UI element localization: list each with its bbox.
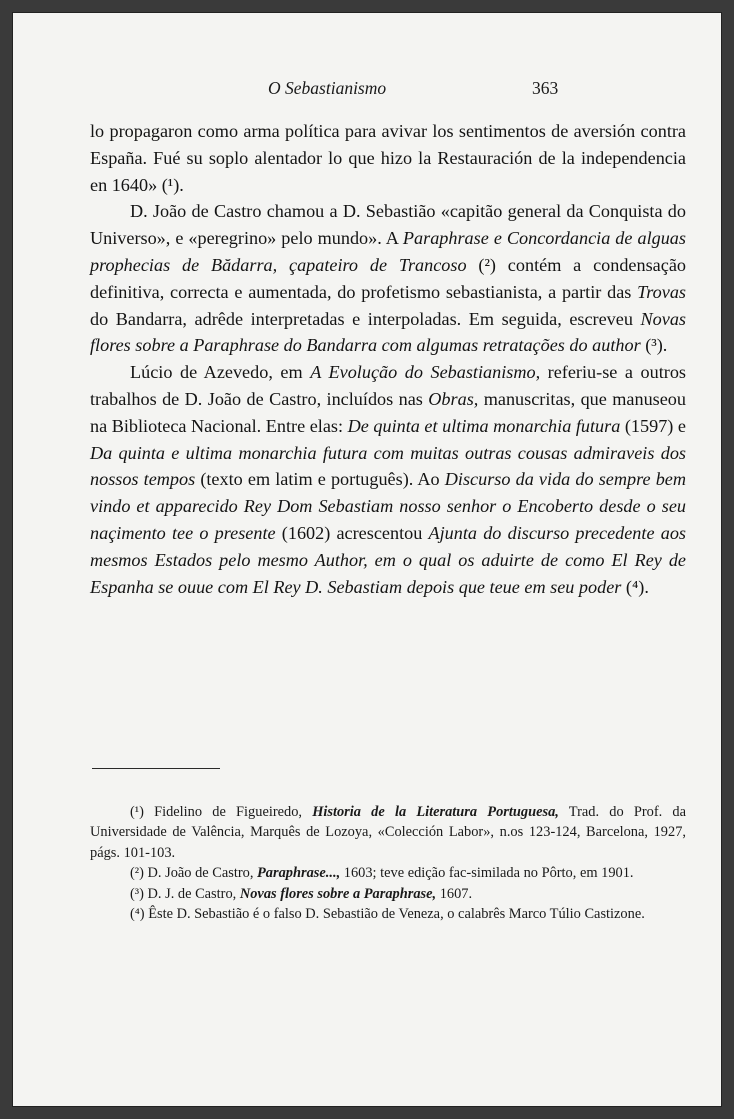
fn3-text-1: D. J. de Castro, [143,885,240,902]
p2-text-3: do Bandarra, adrêde interpretadas e interpoladas. Em seguida, escreveu [90,308,641,329]
p3-text-3: manuscritas, que manuseou na Biblioteca Nacional. Entre elas: [90,388,686,436]
p2-text-1: D. João de Castro chamou a D. Sebastião «capitão general da Conquista do Universo», e «peregrino» pelo mundo». A [90,201,686,249]
p3-title-obras: Obras, [428,388,479,409]
fn2-title: Paraphrase..., [257,865,341,882]
footnote-mark: (¹) [130,804,144,820]
p2-title-trovas: Trovas [637,281,686,302]
fn3-text-2: 1607. [436,885,473,902]
fn1-text-1: Fidelino de Figueiredo, [143,804,313,820]
p3-text-5: (texto em latim e português). Ao [195,469,445,490]
p3-text-2: referiu-se a outros trabalhos de D. João de Castro, incluídos nas [90,362,686,409]
p3-text-6: (1602) acrescentou [275,522,429,543]
footnote-mark: (⁴) [130,906,145,923]
p3-text-7: (⁴). [621,576,649,597]
page-header [12,78,722,104]
p3-title-evolucao: A Evolução do Sebastianismo, [310,362,541,383]
footnote-separator [92,768,220,769]
paragraph-1: lo propagaron como arma política para avivar los sentimentos de aversión contra España. Fué su soplo alentador lo que hizo la Restauración de la independencia en 1640» (¹). [90,121,686,195]
footnote-mark: (³) [130,885,144,902]
page-number: 363 [532,78,559,98]
p2-title-novas-flores: Novas flores sobre a Paraphrase do Bandarra com algumas retratações do author [90,308,686,356]
p3-title-da-quinta: Da quinta e ultima monarchia futura com muitas outras cousas admiraveis dos nossos tempos [90,442,686,490]
p3-title-ajunta: Ajunta do discurso precedente aos mesmos Estados pelo mesmo Author, em o qual os aduirte de como El Rey de Espanha se ouue com El Rey D. Sebastiam depois que teue em seu poder [90,522,686,597]
running-title: O Sebastianismo [268,78,387,98]
p3-title-discurso: Discurso da vida do sempre bem vindo et apparecido Rey Dom Sebastiam nosso senhor o Encoberto desde o seu naçimento tee o presente [90,469,686,543]
p3-title-de-quinta: De quinta et ultima monarchia futura [347,415,621,436]
body-text [90,118,686,600]
p2-text-2: (²) contém a condensação definitiva, correcta e aumentada, do profetismo sebastianista, a partir das [90,254,686,302]
footnotes [90,802,686,924]
footnote-2 [90,863,686,883]
p2-text-4: (³). [640,335,668,356]
footnote-1 [90,802,686,863]
fn4-text-1: Êste D. Sebastião é o falso D. Sebastião de Veneza, o calabrês Marco Túlio Castizone. [144,906,645,923]
p3-text-4: (1597) e [620,415,686,436]
paragraph-2 [90,198,686,359]
fn1-text-2: Trad. do Prof. da Universidade de Valência, Marquês de Lozoya, «Colección Labor», n.os 123-124, Barcelona, 1927, págs. 101-103. [90,804,686,861]
footnote-mark: (²) [130,865,144,882]
p3-text-1: Lúcio de Azevedo, em [130,362,311,383]
book-page [12,12,722,1107]
fn3-title: Novas flores sobre a Paraphrase, [239,885,437,902]
paragraph-3 [90,359,686,600]
footnote-3 [90,884,686,904]
fn2-text-1: D. João de Castro, [143,865,258,882]
fn2-text-2: 1603; teve edição fac-similada no Pôrto, em 1901. [340,865,634,882]
p2-title-paraphrase: Paraphrase e Concordancia de alguas prophecias de Bădarra, çapateiro de Trancoso [90,228,686,275]
fn1-title: Historia de la Literatura Portuguesa, [312,804,559,820]
footnote-4 [90,904,686,924]
